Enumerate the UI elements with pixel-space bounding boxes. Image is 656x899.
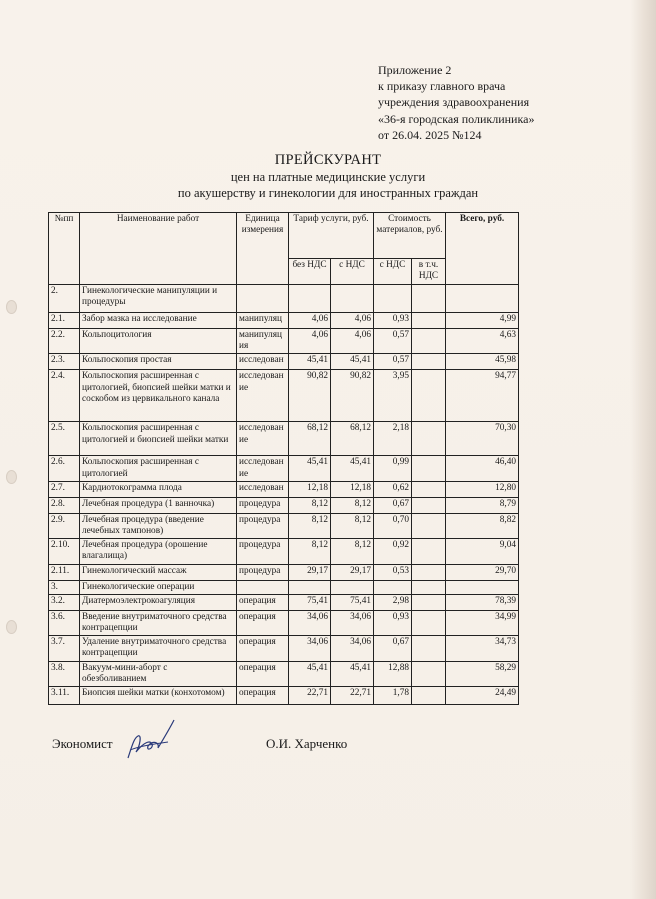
materials-with-vat: 2,18 (374, 422, 412, 456)
service-name: Биопсия шейки матки (конхотомом) (80, 687, 237, 705)
materials-with-vat: 12,88 (374, 661, 412, 686)
tariff-with-vat: 34,06 (331, 636, 374, 661)
tariff-with-vat: 4,06 (331, 313, 374, 329)
materials-incl-vat (412, 497, 446, 513)
unit-cell: операция (237, 661, 289, 686)
table-row (49, 539, 519, 564)
header-total: Всего, руб. (446, 213, 519, 285)
materials-incl-vat (412, 661, 446, 686)
table-row (49, 610, 519, 635)
header-mat-with-vat: с НДС (374, 259, 412, 285)
total-cell: 78,39 (446, 594, 519, 610)
service-name: Вакуум-мини-аборт с обезболиванием (80, 661, 237, 686)
tariff-no-vat: 68,12 (289, 422, 331, 456)
service-name: Кольпоскопия расширенная с цитологией (80, 456, 237, 481)
header-incl-vat: в т.ч. НДС (412, 259, 446, 285)
materials-with-vat: 0,70 (374, 513, 412, 538)
materials-with-vat: 3,95 (374, 370, 412, 422)
service-name: Кольпоскопия простая (80, 354, 237, 370)
tariff-with-vat: 45,41 (331, 456, 374, 481)
materials-with-vat: 2,98 (374, 594, 412, 610)
table-row (49, 370, 519, 422)
materials-with-vat: 1,78 (374, 687, 412, 705)
unit-cell: процедура (237, 513, 289, 538)
empty-cell (374, 580, 412, 594)
total-cell: 29,70 (446, 564, 519, 580)
table-row (49, 687, 519, 705)
table-row (49, 354, 519, 370)
materials-incl-vat (412, 636, 446, 661)
appendix-line: «36-я городская поликлиника» (378, 111, 535, 126)
empty-cell (289, 285, 331, 313)
total-cell: 46,40 (446, 456, 519, 481)
materials-incl-vat (412, 354, 446, 370)
unit-cell: процедура (237, 539, 289, 564)
empty-cell (289, 580, 331, 594)
tariff-with-vat: 75,41 (331, 594, 374, 610)
table-row (49, 636, 519, 661)
materials-incl-vat (412, 594, 446, 610)
table-row (49, 313, 519, 329)
row-num: 2.9. (49, 513, 80, 538)
materials-incl-vat (412, 539, 446, 564)
service-name: Кольпоцитология (80, 329, 237, 354)
tariff-with-vat: 22,71 (331, 687, 374, 705)
tariff-no-vat: 4,06 (289, 313, 331, 329)
unit-cell: исследован (237, 354, 289, 370)
row-num: 2.11. (49, 564, 80, 580)
empty-cell (331, 285, 374, 313)
section-num: 3. (49, 580, 80, 594)
appendix-header (378, 62, 534, 143)
row-num: 2.5. (49, 422, 80, 456)
unit-cell: операция (237, 636, 289, 661)
price-table (48, 212, 519, 705)
unit-cell: исследован ие (237, 422, 289, 456)
row-num: 2.6. (49, 456, 80, 481)
signature-name: О.И. Харченко (266, 736, 348, 751)
empty-cell (412, 285, 446, 313)
section-title: Гинекологические операции (80, 580, 237, 594)
table-row (49, 481, 519, 497)
service-name: Лечебная процедура (1 ванночка) (80, 497, 237, 513)
section-title: Гинекологические манипуляции и процедуры (80, 285, 237, 313)
tariff-with-vat: 8,12 (331, 513, 374, 538)
row-num: 2.3. (49, 354, 80, 370)
service-name: Кардиотокограмма плода (80, 481, 237, 497)
unit-cell: операция (237, 610, 289, 635)
materials-incl-vat (412, 687, 446, 705)
header-tariff: Тариф услуги, руб. (289, 213, 374, 259)
total-cell: 9,04 (446, 539, 519, 564)
tariff-with-vat: 8,12 (331, 497, 374, 513)
title-sub1: цен на платные медицинские услуги (230, 170, 426, 184)
unit-cell: процедура (237, 497, 289, 513)
total-cell: 58,29 (446, 661, 519, 686)
total-cell: 24,49 (446, 687, 519, 705)
materials-with-vat: 0,57 (374, 354, 412, 370)
tariff-with-vat: 90,82 (331, 370, 374, 422)
materials-with-vat: 0,67 (374, 636, 412, 661)
table-row (49, 497, 519, 513)
row-num: 2.8. (49, 497, 80, 513)
service-name: Удаление внутриматочного средства контрацепции (80, 636, 237, 661)
empty-cell (237, 580, 289, 594)
service-name: Гинекологический массаж (80, 564, 237, 580)
total-cell: 70,30 (446, 422, 519, 456)
table-row (49, 594, 519, 610)
empty-cell (412, 580, 446, 594)
tariff-with-vat: 4,06 (331, 329, 374, 354)
row-num: 2.7. (49, 481, 80, 497)
tariff-no-vat: 29,17 (289, 564, 331, 580)
title-sub2: по акушерству и гинекологии для иностранных граждан (177, 186, 479, 200)
section-row (49, 285, 519, 313)
tariff-no-vat: 34,06 (289, 610, 331, 635)
tariff-no-vat: 8,12 (289, 497, 331, 513)
service-name: Диатермоэлектрокоагуляция (80, 594, 237, 610)
materials-with-vat: 0,92 (374, 539, 412, 564)
signature-role: Экономист (52, 736, 113, 751)
tariff-no-vat: 45,41 (289, 456, 331, 481)
tariff-no-vat: 4,06 (289, 329, 331, 354)
row-num: 2.1. (49, 313, 80, 329)
total-cell: 45,98 (446, 354, 519, 370)
materials-with-vat: 0,53 (374, 564, 412, 580)
unit-cell: исследован ие (237, 370, 289, 422)
service-name: Лечебная процедура (введение лечебных тампонов) (80, 513, 237, 538)
materials-incl-vat (412, 456, 446, 481)
empty-cell (446, 580, 519, 594)
materials-incl-vat (412, 313, 446, 329)
total-cell: 8,82 (446, 513, 519, 538)
header-no-vat: без НДС (289, 259, 331, 285)
tariff-no-vat: 8,12 (289, 539, 331, 564)
unit-cell: процедура (237, 564, 289, 580)
appendix-line: к приказу главного врача (378, 79, 506, 94)
table-row (49, 456, 519, 481)
total-cell: 4,99 (446, 313, 519, 329)
header-name: Наименование работ (80, 213, 237, 285)
materials-incl-vat (412, 370, 446, 422)
row-num: 2.2. (49, 329, 80, 354)
row-num: 3.2. (49, 594, 80, 610)
handwritten-signature (120, 716, 180, 766)
unit-cell: манипуляц (237, 313, 289, 329)
appendix-line: учреждения здравоохранения (378, 95, 530, 110)
punch-hole (6, 470, 17, 484)
service-name: Забор мазка на исследование (80, 313, 237, 329)
row-num: 2.4. (49, 370, 80, 422)
unit-cell: операция (237, 687, 289, 705)
punch-hole (6, 620, 17, 634)
tariff-no-vat: 90,82 (289, 370, 331, 422)
materials-with-vat: 0,99 (374, 456, 412, 481)
tariff-with-vat: 8,12 (331, 539, 374, 564)
total-cell: 94,77 (446, 370, 519, 422)
row-num: 3.7. (49, 636, 80, 661)
section-row (49, 580, 519, 594)
header-with-vat: с НДС (331, 259, 374, 285)
header-num: №пп (49, 213, 80, 285)
page-edge-shadow (630, 0, 656, 899)
materials-with-vat: 0,57 (374, 329, 412, 354)
tariff-no-vat: 45,41 (289, 661, 331, 686)
title-main: ПРЕЙСКУРАНТ (274, 152, 382, 168)
row-num: 3.11. (49, 687, 80, 705)
materials-incl-vat (412, 329, 446, 354)
tariff-with-vat: 45,41 (331, 354, 374, 370)
table-row (49, 564, 519, 580)
empty-cell (374, 285, 412, 313)
tariff-no-vat: 22,71 (289, 687, 331, 705)
table-row (49, 661, 519, 686)
tariff-with-vat: 68,12 (331, 422, 374, 456)
punch-hole (6, 300, 17, 314)
price-table-body (49, 285, 519, 705)
materials-incl-vat (412, 610, 446, 635)
unit-cell: исследован (237, 481, 289, 497)
materials-with-vat: 0,93 (374, 313, 412, 329)
tariff-no-vat: 34,06 (289, 636, 331, 661)
tariff-with-vat: 34,06 (331, 610, 374, 635)
header-materials: Стоимость материалов, руб. (374, 213, 446, 259)
materials-with-vat: 0,67 (374, 497, 412, 513)
total-cell: 8,79 (446, 497, 519, 513)
section-num: 2. (49, 285, 80, 313)
unit-cell: исследован ие (237, 456, 289, 481)
total-cell: 12,80 (446, 481, 519, 497)
total-cell: 4,63 (446, 329, 519, 354)
tariff-with-vat: 45,41 (331, 661, 374, 686)
service-name: Введение внутриматочного средства контрацепции (80, 610, 237, 635)
tariff-no-vat: 12,18 (289, 481, 331, 497)
tariff-no-vat: 45,41 (289, 354, 331, 370)
materials-with-vat: 0,62 (374, 481, 412, 497)
empty-cell (446, 285, 519, 313)
appendix-line: Приложение 2 (378, 63, 452, 77)
service-name: Лечебная процедура (орошение влагалища) (80, 539, 237, 564)
total-cell: 34,73 (446, 636, 519, 661)
empty-cell (237, 285, 289, 313)
empty-cell (331, 580, 374, 594)
tariff-no-vat: 8,12 (289, 513, 331, 538)
service-name: Кольпоскопия расширенная с цитологией и биопсией шейки матки (80, 422, 237, 456)
service-name: Кольпоскопия расширенная с цитологией, биопсией шейки матки и соскобом из цервикального канала (80, 370, 237, 422)
tariff-with-vat: 12,18 (331, 481, 374, 497)
row-num: 3.6. (49, 610, 80, 635)
total-cell: 34,99 (446, 610, 519, 635)
table-row (49, 513, 519, 538)
materials-incl-vat (412, 564, 446, 580)
row-num: 2.10. (49, 539, 80, 564)
row-num: 3.8. (49, 661, 80, 686)
appendix-line: от 26.04. 2025 №124 (378, 127, 482, 142)
unit-cell: манипуляц ия (237, 329, 289, 354)
materials-incl-vat (412, 481, 446, 497)
materials-incl-vat (412, 513, 446, 538)
unit-cell: операция (237, 594, 289, 610)
tariff-no-vat: 75,41 (289, 594, 331, 610)
tariff-with-vat: 29,17 (331, 564, 374, 580)
header-unit: Единица измерения (237, 213, 289, 285)
materials-with-vat: 0,93 (374, 610, 412, 635)
materials-incl-vat (412, 422, 446, 456)
table-row (49, 329, 519, 354)
table-row (49, 422, 519, 456)
